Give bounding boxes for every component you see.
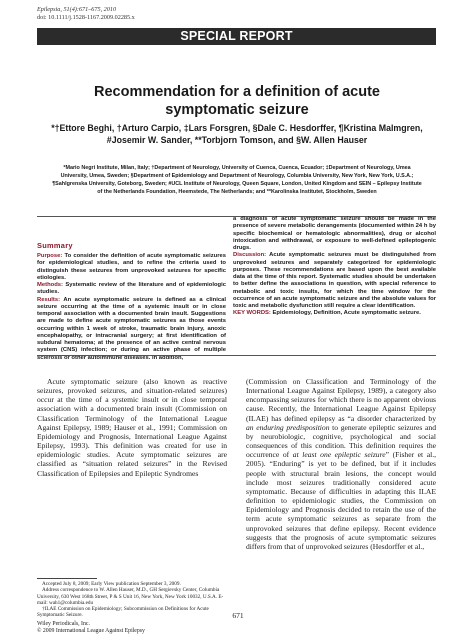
journal-header — [37, 6, 135, 22]
body-paragraph: Acute symptomatic seizure (also known as reactive seizures, provoked seizures, and situation-related seizures) occur at the time of a systemic insult or in close temporal association with a documented brain insult (Commission on Classification Terminology of the International League Against Epilepsy, 1989; Hauser et al., 1991; Commission on Epidemiology and Prognosis, International League Against Epilepsy, 1993). This definition was created for use in epidemiologic studies. Acute symptomatic seizures are classified as “situation related seizures” in the Revised Classification of Epilepsies and Epileptic Syndromes — [37, 377, 227, 478]
accepted-note: Accepted July 8, 2009; Early View publication September 3, 2009. — [42, 581, 181, 587]
results-label: Results: — [37, 296, 61, 303]
abstract-right-column — [233, 216, 436, 318]
article-title: Recommendation for a definition of acute symptomatic seizure — [94, 84, 380, 118]
body-text-segment: to generate epileptic seizures and by neurobiologic, cognitive, psychological and social consequences of this condition. This definition requires the occurrence of — [246, 422, 436, 460]
abstract-paragraph — [37, 253, 226, 362]
abstract-bottom-rule — [37, 355, 436, 356]
discussion-label: Discussion: — [233, 252, 267, 259]
body-left-column — [37, 377, 227, 478]
purpose-text: To consider the definition of acute symptomatic seizures for epidemiological studies, and to refine the criteria used to distinguish these seizures from unprovoked seizures for specific etiologies. — [37, 253, 226, 281]
author-list: *†Ettore Beghi, †Arturo Carpio, ‡Lars Forsgren, §Dale C. Hesdorffer, ¶Kristina Malmgren, #Josemir W. Sander, **Torbjorn Tomson, and §W. Allen Hauser — [51, 123, 423, 145]
footnotes — [37, 581, 227, 634]
results-text: An acute symptomatic seizure is defined as a clinical seizure occurring at the time of a systemic insult or in close temporal association with a documented brain insult. Suggestions are made to define acute symptomatic seizures as those events occurring within 1 week of stroke, traumatic brain injury, anoxic encephalopathy, or intracranial surgery; at first identification of subdural hematoma; at the presence of an active central nervous system (CNS) infection; or during an active phase of multiple sclerosis or other autoimmune diseases. In addition, — [37, 296, 226, 361]
body-paragraph-continued — [246, 377, 436, 551]
methods-label: Methods: — [37, 282, 63, 288]
affiliations: *Mario Negri Institute, Milan, Italy; †Department of Neurology, University of Cuenca, Cuenca, Ecuador; ‡Department of Neurology, Umea University, Umea, Sweden; §Department of Epidemiology and Department of Neurology, Columbia University, New York, New York, U.S.A.; ¶Sahlgrenska University, Goteborg, Sweden; #UCL Institute of Neurology, Queen Square, London, United Kingdom and SEIN – Epilepsy Institute of the Netherlands Foundation, Heemstede, The Netherlands; and **Karolinska Institutet, Stockholm, Sweden — [52, 165, 422, 195]
correspondence-note: Address correspondence to W. Allen Hauser, M.D., GH Sergievsky Center, Columbia University, 630 West 168th Street, P & S Unit 16, New York, New York 10032, U.S.A. E-mail: wah1@columbia.edu — [37, 587, 224, 606]
discussion-text: Acute symptomatic seizures must be distinguished from unprovoked seizures and separately categorized for epidemiologic purposes. These recommendations are based upon the best available data at the time of this report. Systematic studies should be undertaken to better define the associations in question, with special reference to metabolic and toxic insults, for which the time window for the occurrence of an acute symptomatic seizure and the absolute values for toxic and metabolic dysfunction still require a clear identification. — [233, 252, 436, 309]
methods-text: Systematic review of the literature and of epidemiologic studies. — [37, 282, 226, 296]
emphasis-seizure: at least one epileptic seizure — [292, 450, 386, 460]
doi-line: doi: 10.1111/j.1528-1167.2009.02285.x — [37, 14, 135, 21]
keywords-label: KEY WORDS: — [233, 310, 271, 317]
emphasis-enduring: an enduring predisposition — [246, 422, 330, 432]
purpose-label: Purpose: — [37, 253, 63, 259]
body-right-column — [246, 377, 436, 551]
abstract-continuation: a diagnosis of acute symptomatic seizure should be made in the presence of severe metabolic derangements (documented within 24 h by specific biochemical or hematologic abnormalities), drug or alcohol intoxication and withdrawal, or exposure to well-defined epileptogenic drugs. — [233, 216, 436, 251]
publisher-line: Wiley Periodicals, Inc. — [37, 620, 90, 627]
body-text-segment: (Commission on Classification and Terminology of the International League Against Epilepsy, 1989), a category also encompassing seizures for which there is no apparent obvious cause. Recently, the International League Against Epilepsy (ILAE) has defined epilepsy as “a disorder characterized by — [246, 377, 436, 423]
ilae-note: †ILAE Commission on Epidemiology; Subcommission on Definitions for Acute Symptomatic Seizure. — [37, 606, 209, 619]
abstract-left-column — [37, 241, 226, 362]
footnote-rule — [37, 578, 97, 579]
body-text-segment: ” (Fisher et al., 2005). “Enduring” is yet to be defined, but if it includes people with structural brain lesions, the concept would include most seizures traditionally considered acute symptomatic. Because of difficulties in adapting this ILAE definition to epidemiologic studies, the Commission on Epidemiology and Prognosis decided to retain the use of the term acute symptomatic seizures as separate from the unprovoked seizures that define epilepsy. Recent evidence suggests that the prognosis of acute symptomatic seizures differs from that of unprovoked seizures (Hesdorffer et al., — [246, 450, 436, 551]
summary-heading: Summary — [37, 241, 73, 250]
journal-citation: Epilepsia, 51(4):671–675, 2010 — [37, 6, 117, 13]
copyright-line: © 2009 International League Against Epilepsy — [37, 627, 145, 634]
keywords-text: Epidemiology, Definition, Acute symptomatic seizure. — [270, 310, 421, 317]
section-banner: SPECIAL REPORT — [37, 28, 436, 45]
page-number: 671 — [232, 611, 244, 620]
abstract-paragraph-continued — [233, 216, 436, 318]
